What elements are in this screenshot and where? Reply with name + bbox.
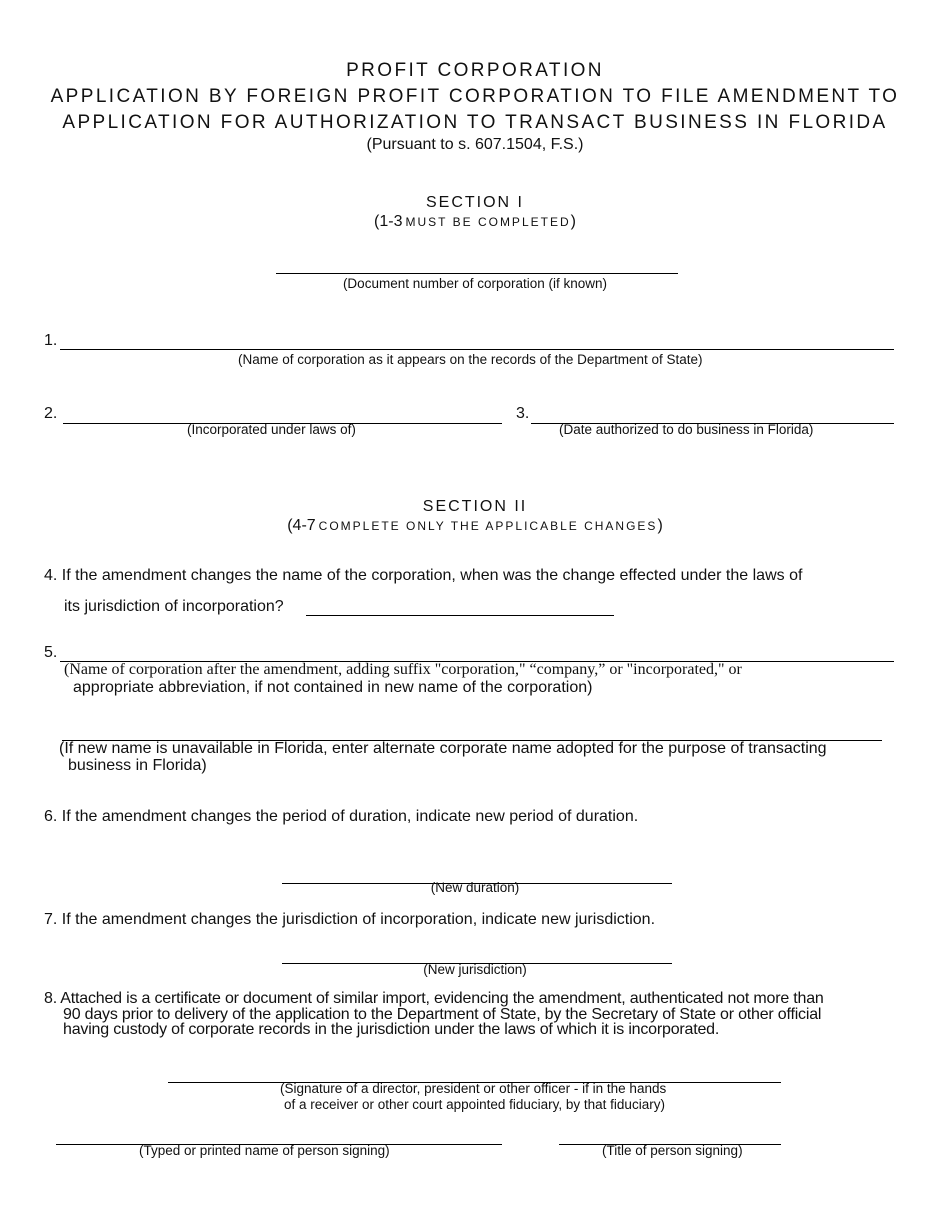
- item5-number: 5.: [44, 644, 58, 661]
- item8-text-line2: 90 days prior to delivery of the application to the Department of State, by the Secretary of State or other official: [63, 1006, 822, 1023]
- section1-note-open: (1-3: [374, 213, 403, 230]
- signer-title-caption: (Title of person signing): [602, 1143, 743, 1158]
- document-number-caption: (Document number of corporation (if known): [342, 276, 608, 291]
- item2-number: 2.: [44, 405, 58, 422]
- printed-name-caption: (Typed or printed name of person signing): [139, 1143, 390, 1158]
- section1-note-close: ): [570, 213, 576, 230]
- document-number-field[interactable]: [276, 273, 678, 274]
- item7-text: 7. If the amendment changes the jurisdiction of incorporation, indicate new jurisdiction.: [44, 911, 656, 928]
- section2-note: [0, 517, 950, 535]
- section2-note-close: ): [657, 517, 663, 534]
- corporation-name-field[interactable]: [60, 349, 894, 350]
- section1-note-caps: MUST BE COMPLETED: [405, 215, 571, 229]
- form-title-line3: APPLICATION FOR AUTHORIZATION TO TRANSACT BUSINESS IN FLORIDA: [62, 112, 888, 133]
- statute-reference: (Pursuant to s. 607.1504, F.S.): [366, 136, 584, 153]
- item5-caption-line2: appropriate abbreviation, if not contained in new name of the corporation): [73, 679, 593, 696]
- section2-note-caps: COMPLETE ONLY THE APPLICABLE CHANGES: [318, 519, 658, 533]
- alternate-name-caption-line2: business in Florida): [68, 757, 207, 774]
- item6-text: 6. If the amendment changes the period of duration, indicate new period of duration.: [44, 808, 639, 825]
- item4-text-line1: 4. If the amendment changes the name of the corporation, when was the change effected under the laws of: [44, 567, 803, 584]
- item5-caption-line1: (Name of corporation after the amendment, adding suffix "corporation," “company,” or "incorporated," or: [64, 661, 742, 678]
- name-change-date-field[interactable]: [306, 615, 614, 616]
- section1-note: [0, 213, 950, 231]
- alternate-name-caption-line1: (If new name is unavailable in Florida, enter alternate corporate name adopted for the purpose of transacting: [59, 740, 827, 757]
- section2-title: SECTION II: [422, 498, 528, 515]
- item1-caption: (Name of corporation as it appears on the records of the Department of State): [238, 352, 703, 367]
- item8-text-line3: having custody of corporate records in the jurisdiction under the laws of which it is incorporated.: [63, 1021, 720, 1038]
- item2-caption: (Incorporated under laws of): [187, 422, 356, 437]
- signature-caption-line2: of a receiver or other court appointed fiduciary, by that fiduciary): [284, 1097, 665, 1112]
- item3-number: 3.: [516, 405, 530, 422]
- item7-caption: (New jurisdiction): [423, 962, 527, 977]
- item6-caption: (New duration): [430, 880, 520, 895]
- item3-caption: (Date authorized to do business in Florida): [559, 422, 814, 437]
- signature-caption-line1: (Signature of a director, president or other officer - if in the hands: [280, 1081, 667, 1096]
- item4-text-line2: its jurisdiction of incorporation?: [64, 598, 284, 615]
- form-title-line1: PROFIT CORPORATION: [346, 60, 604, 81]
- section2-note-open: (4-7: [287, 517, 316, 534]
- form-title-line2: APPLICATION BY FOREIGN PROFIT CORPORATION TO FILE AMENDMENT TO: [50, 86, 900, 107]
- item1-number: 1.: [44, 332, 58, 349]
- section1-title: SECTION I: [425, 194, 524, 211]
- item8-text-line1: 8. Attached is a certificate or document of similar import, evidencing the amendment, authenticated not more than: [44, 990, 824, 1007]
